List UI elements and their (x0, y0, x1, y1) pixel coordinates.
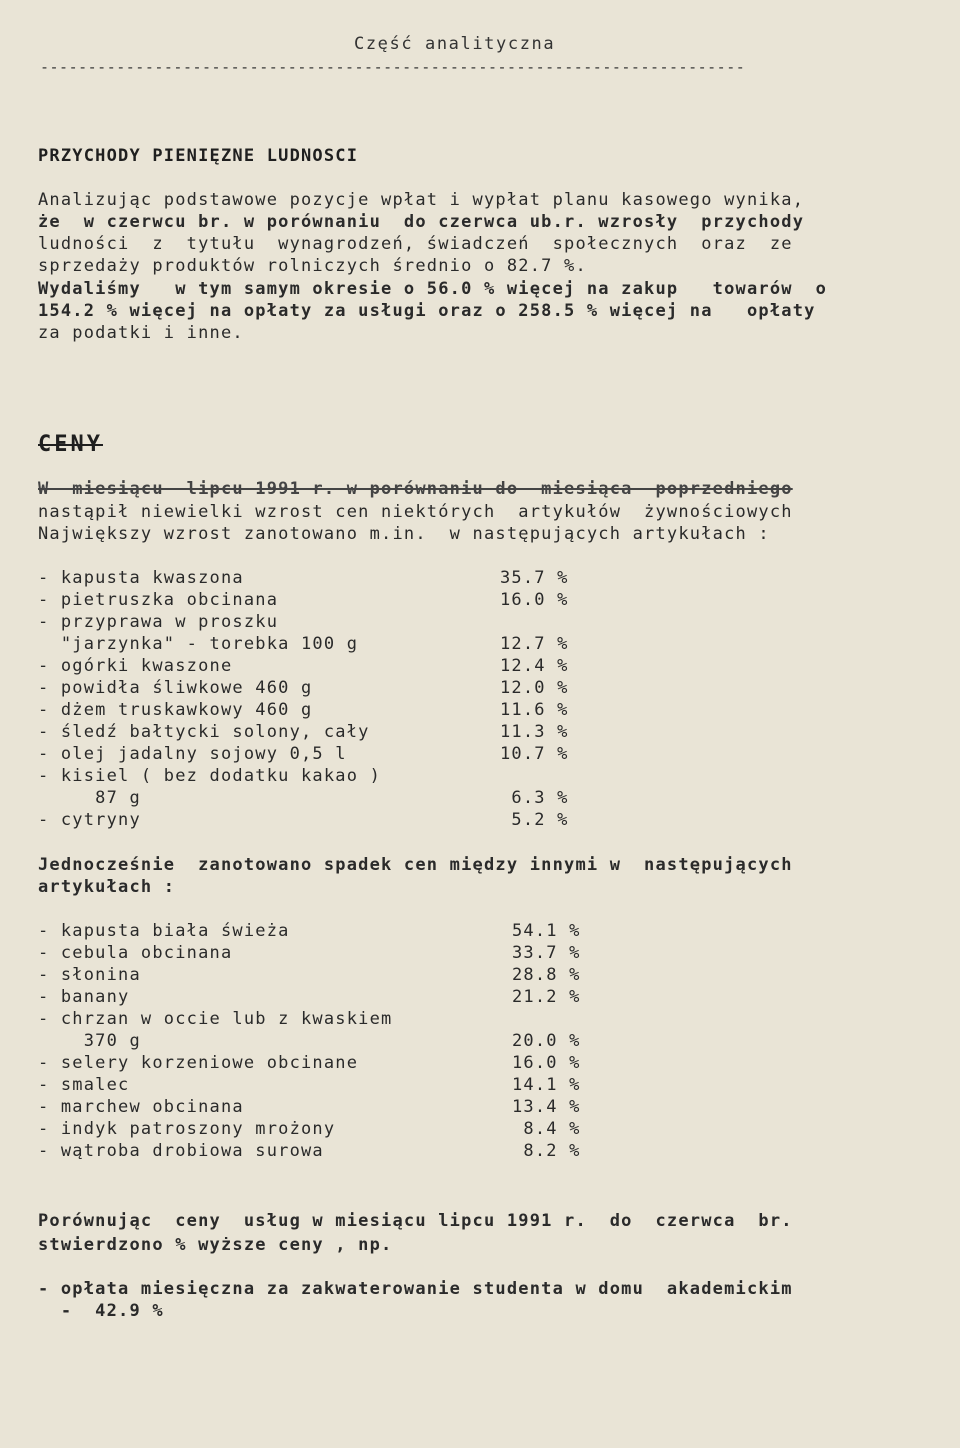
list-item-value: 16.0 % (500, 590, 569, 610)
list-item-name: - selery korzeniowe obcinane (38, 1053, 359, 1073)
list-item-value: 6.3 % (500, 788, 569, 808)
list-item-name: - chrzan w occie lub z kwaskiem (38, 1009, 393, 1029)
list-item-value: 8.2 % (512, 1141, 581, 1161)
list-item-value: 10.7 % (500, 744, 569, 764)
section-heading-prices: CENY (38, 432, 103, 457)
paragraph-line: Analizując podstawowe pozycje wpłat i wypłat planu kasowego wynika, (38, 190, 805, 210)
list-item-value: 21.2 % (512, 987, 581, 1007)
paragraph-line: Jednocześnie zanotowano spadek cen między innymi w następujących (38, 855, 793, 875)
list-item-value: 35.7 % (500, 568, 569, 588)
list-item-name: - powidła śliwkowe 460 g (38, 678, 313, 698)
list-item-value: 14.1 % (512, 1075, 581, 1095)
paragraph-line: W miesiącu lipcu 1991 r. w porównaniu do miesiąca poprzedniego (38, 479, 793, 499)
list-item-name: - smalec (38, 1075, 130, 1095)
paragraph-line: Porównując ceny usług w miesiącu lipcu 1991 r. do czerwca br. (38, 1211, 793, 1231)
list-item-name: - kisiel ( bez dodatku kakao ) (38, 766, 382, 786)
paragraph-line: artykułach : (38, 877, 176, 897)
list-item-name: - wątroba drobiowa surowa (38, 1141, 324, 1161)
list-item-value: 12.4 % (500, 656, 569, 676)
paragraph-line: stwierdzono % wyższe ceny , np. (38, 1235, 393, 1255)
paragraph-line: - opłata miesięczna za zakwaterowanie studenta w domu akademickim (38, 1279, 793, 1299)
list-item-value: 12.0 % (500, 678, 569, 698)
list-item-value: 16.0 % (512, 1053, 581, 1073)
list-item-name: - kapusta biała świeża (38, 921, 290, 941)
list-item-name: - cebula obcinana (38, 943, 233, 963)
paragraph-line: Wydaliśmy w tym samym okresie o 56.0 % więcej na zakup towarów o (38, 279, 828, 299)
list-item-name: - cytryny (38, 810, 141, 830)
list-item-name: 87 g (38, 788, 141, 808)
list-item-value: 8.4 % (512, 1119, 581, 1139)
list-item-value: 20.0 % (512, 1031, 581, 1051)
paragraph-line: ludności z tytułu wynagrodzeń, świadczeń społecznych oraz ze (38, 234, 793, 254)
list-item-name: - słonina (38, 965, 141, 985)
paragraph-line: - 42.9 % (38, 1301, 164, 1321)
list-item-name: 370 g (38, 1031, 141, 1051)
list-item-name: - indyk patroszony mrożony (38, 1119, 336, 1139)
list-item-value: 13.4 % (512, 1097, 581, 1117)
list-item-name: "jarzynka" - torebka 100 g (38, 634, 359, 654)
header-rule: -------------------------------------------------------------------------- (40, 58, 746, 76)
list-item-value: 11.6 % (500, 700, 569, 720)
list-item-name: - marchew obcinana (38, 1097, 244, 1117)
list-item-value: 28.8 % (512, 965, 581, 985)
list-item-value: 11.3 % (500, 722, 569, 742)
paragraph-line: za podatki i inne. (38, 323, 244, 343)
page-header: Część analityczna (354, 34, 556, 54)
list-item-name: - dżem truskawkowy 460 g (38, 700, 313, 720)
list-item-value: 33.7 % (512, 943, 581, 963)
list-item-name: - przyprawa w proszku (38, 612, 279, 632)
section-heading-income: PRZYCHODY PIENIĘZNE LUDNOSCI (38, 146, 359, 166)
list-item-name: - kapusta kwaszona (38, 568, 244, 588)
list-item-name: - olej jadalny sojowy 0,5 l (38, 744, 347, 764)
paragraph-line: 154.2 % więcej na opłaty za usługi oraz o 258.5 % więcej na opłaty (38, 301, 816, 321)
list-item-value: 5.2 % (500, 810, 569, 830)
paragraph-line: że w czerwcu br. w porównaniu do czerwca ub.r. wzrosły przychody (38, 212, 805, 232)
list-item-value: 54.1 % (512, 921, 581, 941)
paragraph-line: Największy wzrost zanotowano m.in. w następujących artykułach : (38, 524, 770, 544)
list-item-name: - pietruszka obcinana (38, 590, 279, 610)
list-item-name: - śledź bałtycki solony, cały (38, 722, 370, 742)
list-item-value: 12.7 % (500, 634, 569, 654)
paragraph-line: nastąpił niewielki wzrost cen niektórych artykułów żywnościowych (38, 502, 793, 522)
list-item-name: - banany (38, 987, 130, 1007)
list-item-name: - ogórki kwaszone (38, 656, 233, 676)
paragraph-line: sprzedaży produktów rolniczych średnio o 82.7 %. (38, 256, 587, 276)
